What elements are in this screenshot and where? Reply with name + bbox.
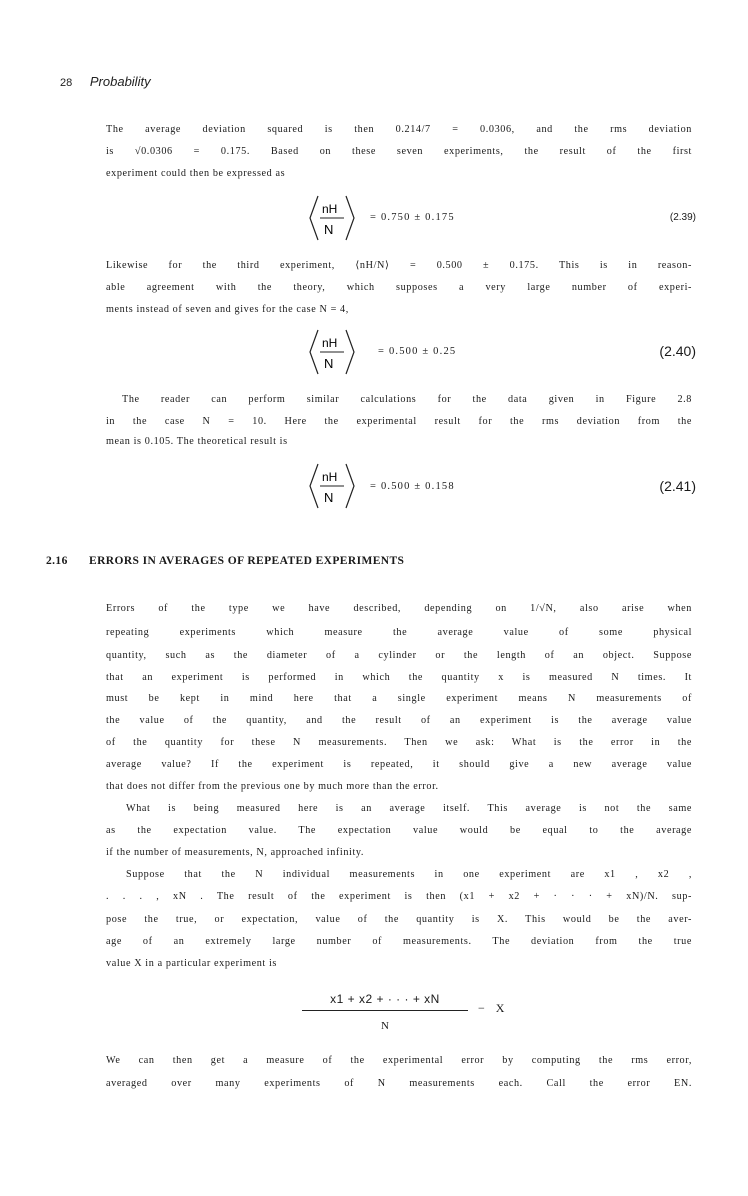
text-line: must be kept in mind here that a single experiment means N measurements of: [106, 693, 692, 704]
frac-denominator: N: [324, 490, 334, 505]
text-line: quantity, such as the diameter of a cylinder or the length of an object. Suppose: [106, 650, 692, 661]
text-line: Errors of the type we have described, depending on 1/√N, also arise when: [106, 603, 692, 614]
text-line: experiment could then be expressed as: [106, 168, 286, 179]
equation-label: (2.41): [659, 478, 696, 494]
section-number: 2.16: [46, 555, 68, 567]
frac-numerator: nH: [322, 470, 338, 484]
text-line: ments instead of seven and gives for the case N = 4,: [106, 304, 349, 315]
equation-label: (2.40): [659, 343, 696, 359]
equation-rhs: = 0.750 ± 0.175: [370, 212, 455, 223]
bracket-fraction: [308, 462, 356, 510]
equation-rhs: = 0.500 ± 0.25: [378, 346, 457, 357]
text-line: The reader can perform similar calculations for the data given in Figure 2.8: [122, 394, 692, 405]
text-line: if the number of measurements, N, approached infinity.: [106, 847, 365, 858]
text-line: . . . , xN . The result of the experiment is then (x1 + x2 + · · · + xN)/N. sup-: [106, 891, 692, 902]
text-line: pose the true, or expectation, value of the quantity is X. This would be the aver-: [106, 914, 692, 925]
section-heading: [46, 555, 404, 567]
equation-rhs: = 0.500 ± 0.158: [370, 481, 455, 492]
text-line: of the quantity for these N measurements. Then we ask: What is the error in the: [106, 737, 692, 748]
text-line: as the expectation value. The expectation value would be equal to the average: [106, 825, 692, 836]
frac-denominator: N: [381, 1020, 389, 1032]
frac-numerator: nH: [322, 202, 338, 216]
text-line: The average deviation squared is then 0.214/7 = 0.0306, and the rms deviation: [106, 124, 692, 135]
text-line: We can then get a measure of the experimental error by computing the rms error,: [106, 1055, 692, 1066]
running-title: Probability: [89, 74, 151, 89]
fraction-bar: [302, 1010, 468, 1011]
text-line: that an experiment is performed in which the quantity x is measured N times. It: [106, 672, 692, 683]
page-header: [60, 74, 151, 89]
text-line: repeating experiments which measure the average value of some physical: [106, 627, 692, 638]
bracket-fraction: [308, 194, 356, 242]
equation-rhs: − X: [478, 1001, 509, 1015]
text-line: averaged over many experiments of N measurements each. Call the error EN.: [106, 1078, 692, 1089]
text-line: mean is 0.105. The theoretical result is: [106, 436, 288, 447]
text-line: age of an extremely large number of measurements. The deviation from the true: [106, 936, 692, 947]
text-line: average value? If the experiment is repeated, it should give a new average value: [106, 759, 692, 770]
text-line: value X in a particular experiment is: [106, 958, 277, 969]
text-line: able agreement with the theory, which supposes a very large number of experi-: [106, 282, 692, 293]
page-number: 28: [60, 77, 73, 89]
text-line: in the case N = 10. Here the experimental result for the rms deviation from the: [106, 416, 692, 427]
text-line: What is being measured here is an average itself. This average is not the same: [126, 803, 692, 814]
text-line: is √0.0306 = 0.175. Based on these seven experiments, the result of the first: [106, 146, 692, 157]
text-line: that does not differ from the previous one by much more than the error.: [106, 781, 439, 792]
frac-numerator: x1 + x2 + · · · + xN: [330, 992, 440, 1006]
text-line: Likewise for the third experiment, ⟨nH/N⟩ = 0.500 ± 0.175. This is in reason-: [106, 260, 692, 271]
frac-denominator: N: [324, 356, 334, 371]
text-line: Suppose that the N individual measurements in one experiment are x1 , x2 ,: [126, 869, 692, 880]
text-line: the value of the quantity, and the result of an experiment is the average value: [106, 715, 692, 726]
frac-denominator: N: [324, 222, 334, 237]
bracket-fraction: [308, 328, 356, 376]
section-title: ERRORS IN AVERAGES OF REPEATED EXPERIMENTS: [89, 555, 405, 567]
frac-numerator: nH: [322, 336, 338, 350]
equation-label: (2.39): [669, 212, 696, 223]
